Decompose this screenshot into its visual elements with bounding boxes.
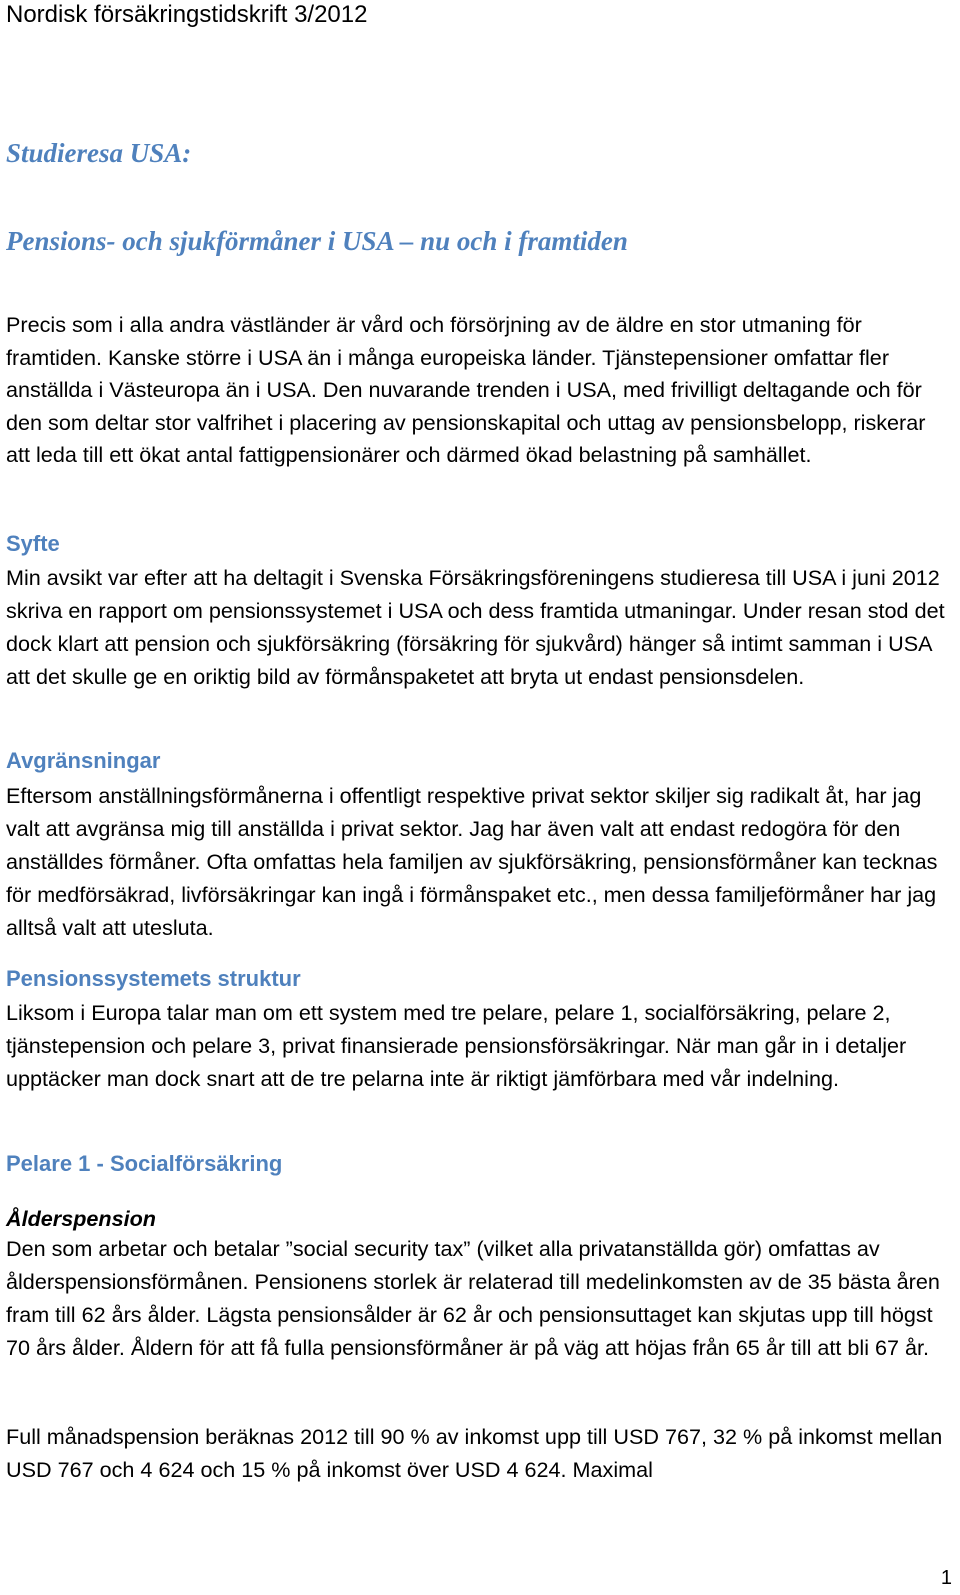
pelare1-heading: Pelare 1 - Socialförsäkring: [6, 1151, 283, 1176]
alderspension-paragraph: Den som arbetar och betalar ”social security tax” (vilket alla privatanställda gör) omfattas av ålderspensionsförmånen. Pensionens storlek är relaterad till medelinkomsten av de 35 bästa åren fram till 62 års ålder. Lägsta pensionsålder är 62 år och pensionsuttaget kan skjutas upp till högst 70 års ålder. Åldern för att få fulla pensionsförmåner är på väg att höjas från 65 år till att bli 67 år.: [6, 1236, 940, 1360]
syfte-heading: Syfte: [6, 531, 60, 556]
syfte-section: [6, 561, 954, 693]
manadspension-section: [6, 1420, 954, 1486]
article-kicker: Studieresa USA:: [6, 138, 192, 168]
page-number: 1: [940, 1567, 952, 1589]
struktur-paragraph: Liksom i Europa talar man om ett system med tre pelare, pelare 1, socialförsäkring, pelare 2, tjänstepension och pelare 3, privat finansierade pensionsförsäkringar. När man går in i detaljer upptäcker man dock snart att de tre pelarna inte är riktigt jämförbara med vår indelning.: [6, 1000, 907, 1091]
alderspension-section: [6, 1206, 954, 1364]
intro-section: [6, 309, 954, 472]
journal-header: Nordisk försäkringstidskrift 3/2012: [6, 1, 368, 28]
struktur-section: [6, 996, 954, 1095]
manadspension-paragraph: Full månadspension beräknas 2012 till 90 % av inkomst upp till USD 767, 32 % på inkomst mellan USD 767 och 4 624 och 15 % på inkomst över USD 4 624. Maximal: [6, 1424, 943, 1482]
syfte-paragraph: Min avsikt var efter att ha deltagit i Svenska Försäkringsföreningens studieresa till USA i juni 2012 skriva en rapport om pensionssystemet i USA och dess framtida utmaningar. Under resan stod det dock klart att pension och sjukförsäkring (försäkring för sjukvård) hänger så intimt samman i USA att det skulle ge en oriktig bild av förmånspaketet att bryta ut endast pensionsdelen.: [6, 565, 945, 689]
alderspension-subheading: Ålderspension: [6, 1206, 156, 1231]
avgransningar-heading: Avgränsningar: [6, 748, 161, 773]
avgransningar-paragraph: Eftersom anställningsförmånerna i offentligt respektive privat sektor skiljer sig radikalt åt, har jag valt att avgränsa mig till anställda i privat sektor. Jag har även valt att endast redogöra för den anställdes förmåner. Ofta omfattas hela familjen av sjukförsäkring, pensionsförmåner kan tecknas för medförsäkrad, livförsäkringar kan ingå i förmånspaket etc., men dessa familjeförmåner har jag alltså valt att utesluta.: [6, 783, 938, 940]
article-title: Pensions- och sjukförmåner i USA – nu och i framtiden: [6, 226, 628, 256]
avgransningar-section: [6, 779, 954, 944]
struktur-heading: Pensionssystemets struktur: [6, 966, 301, 991]
intro-paragraph: Precis som i alla andra västländer är vård och försörjning av de äldre en stor utmaning för framtiden. Kanske större i USA än i många europeiska länder. Tjänstepensioner omfattar fler anställda i Västeuropa än i USA. Den nuvarande trenden i USA, med frivilligt deltagande och för den som deltar stor valfrihet i placering av pensionskapital och uttag av pensionsbelopp, riskerar att leda till ett ökat antal fattigpensionärer och därmed ökad belastning på samhället.: [6, 312, 926, 467]
